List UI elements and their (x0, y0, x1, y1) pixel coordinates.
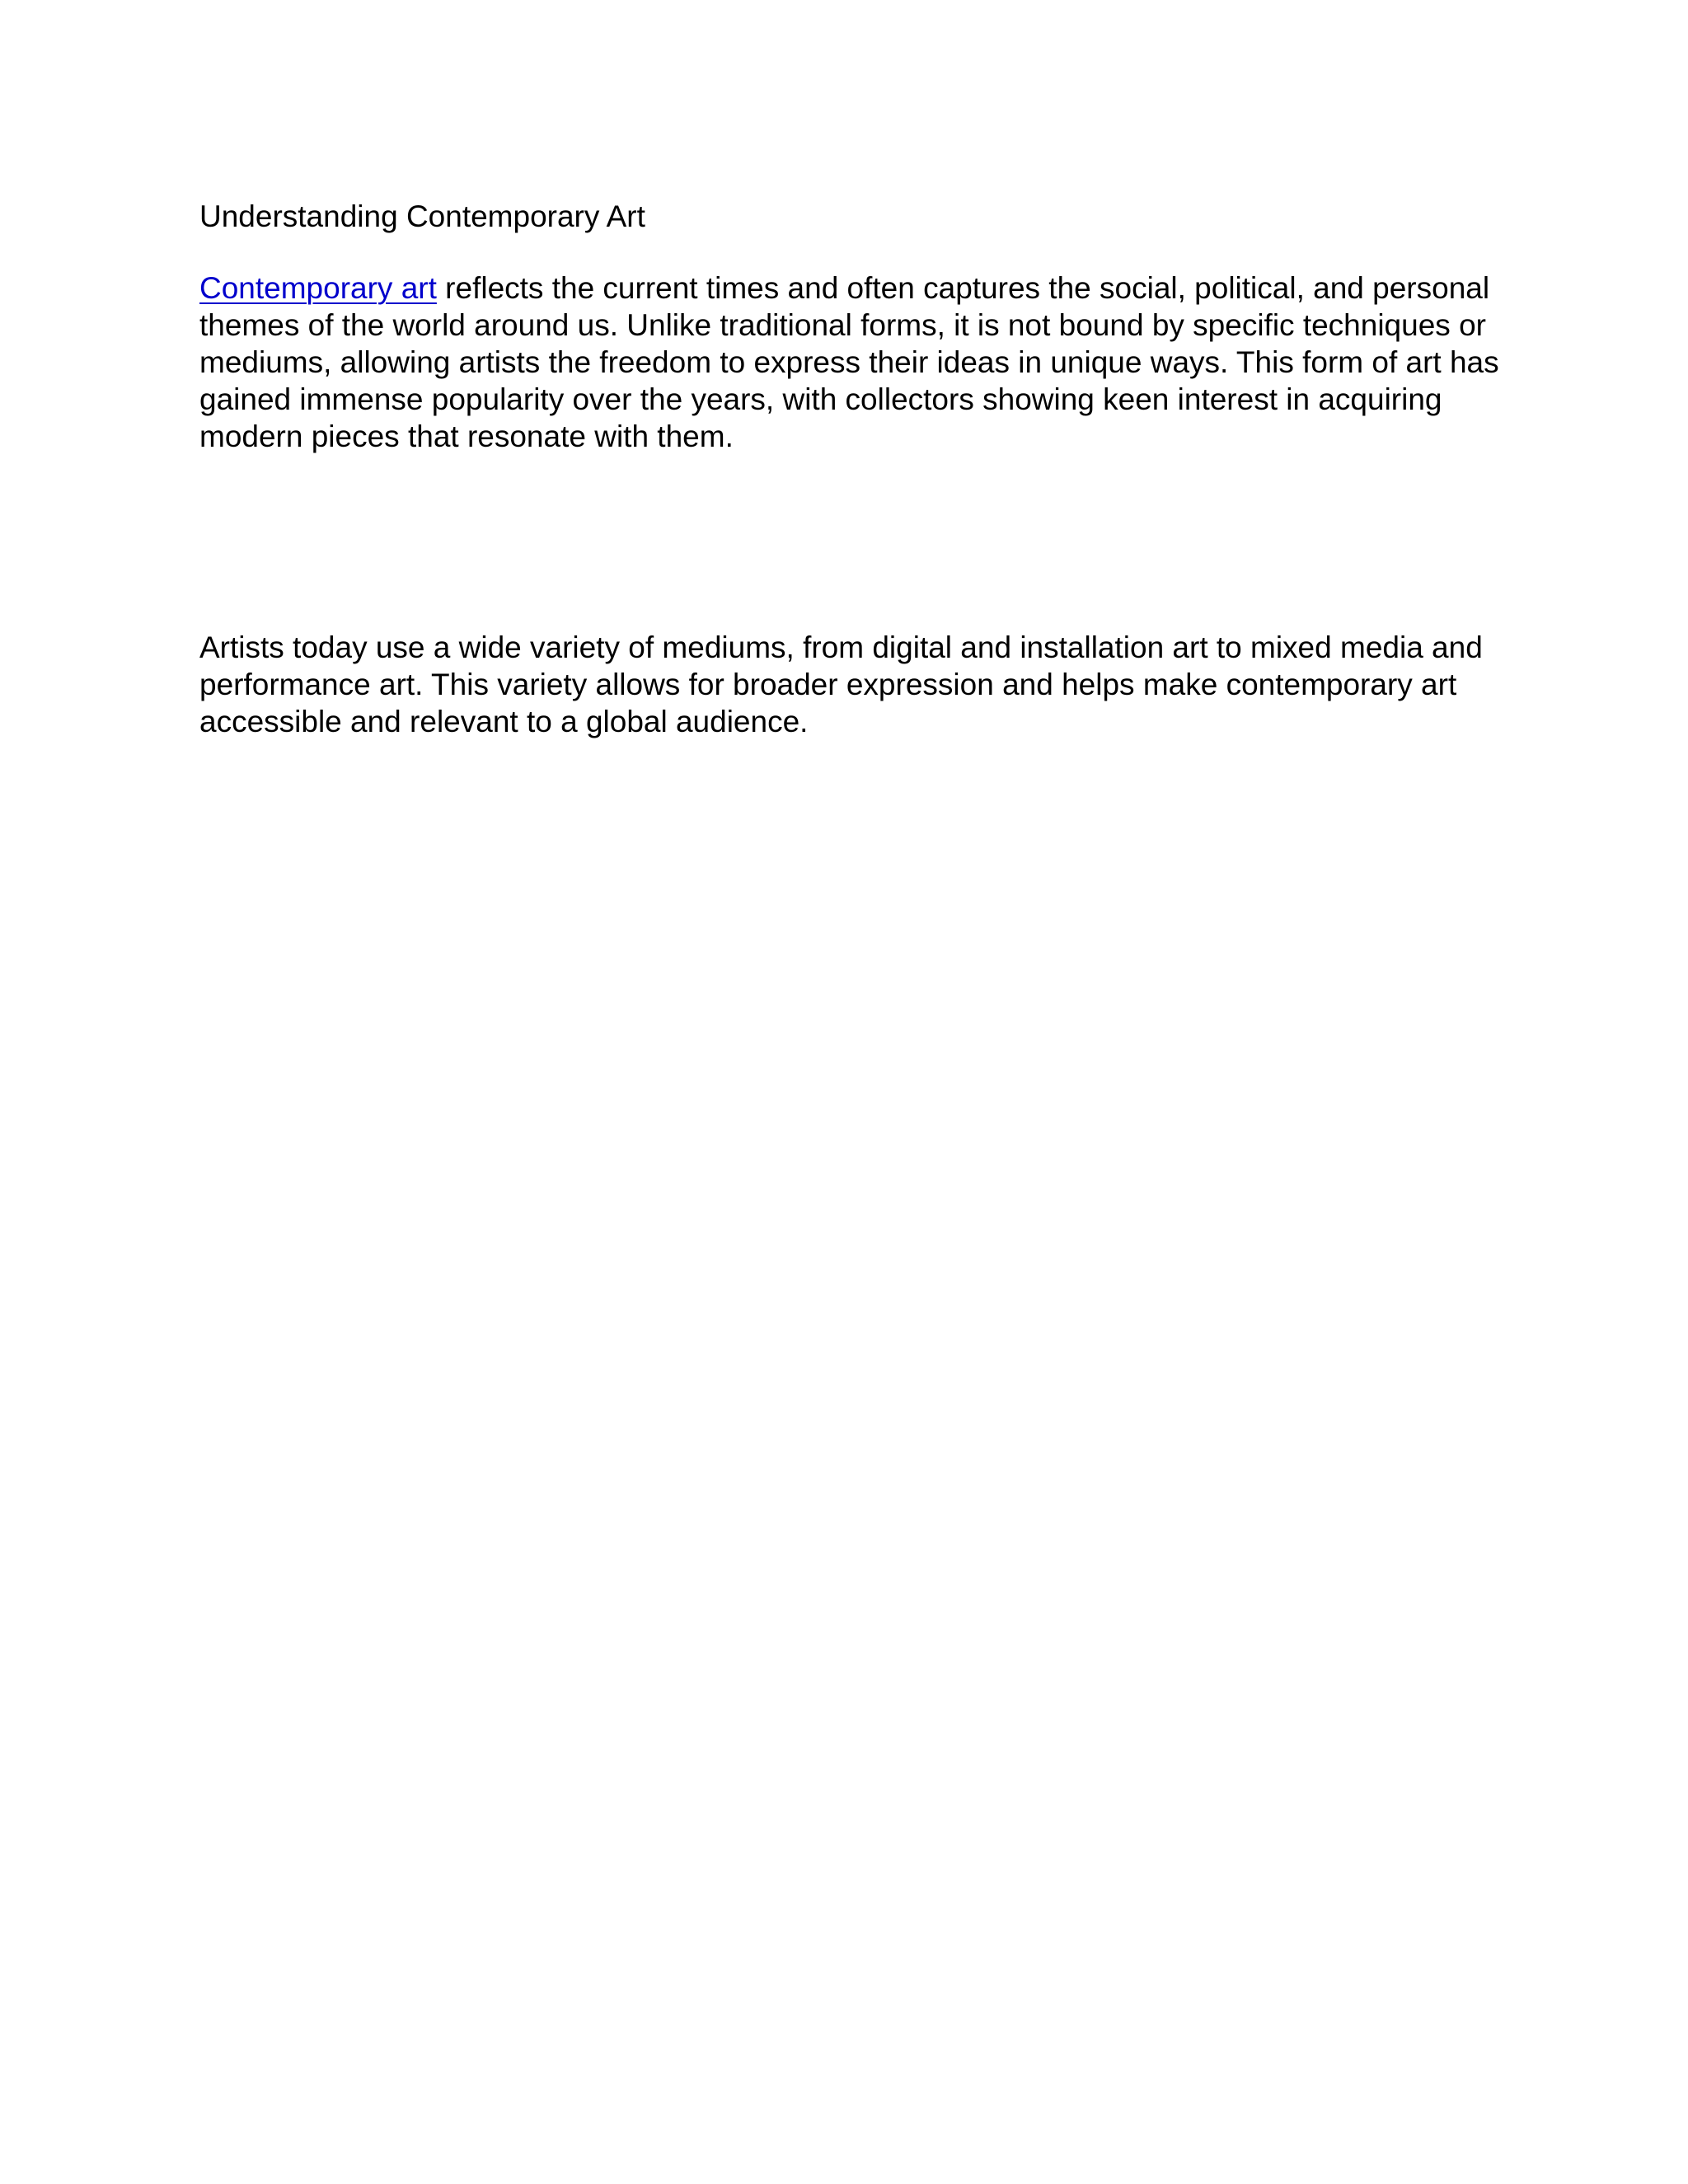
paragraph-intro (199, 269, 1502, 455)
document-body (199, 194, 1502, 740)
paragraph-mediums: Artists today use a wide variety of mediums, from digital and installation art to mixed media and performance art. This variety allows for broader expression and helps make contemporary art accessible and relevant to a global audience. (199, 630, 1483, 738)
paragraph-intro-text: reflects the current times and often captures the social, political, and personal themes of the world around us. Unlike traditional forms, it is not bound by specific techniques or mediums, allowing artists the freedom to express their ideas in unique ways. This form of art has gained immense popularity over the years, with collectors showing keen interest in acquiring modern pieces that resonate with them. (199, 271, 1499, 453)
contemporary-art-link[interactable]: Contemporary art (199, 271, 437, 305)
document-title: Understanding Contemporary Art (199, 199, 645, 233)
